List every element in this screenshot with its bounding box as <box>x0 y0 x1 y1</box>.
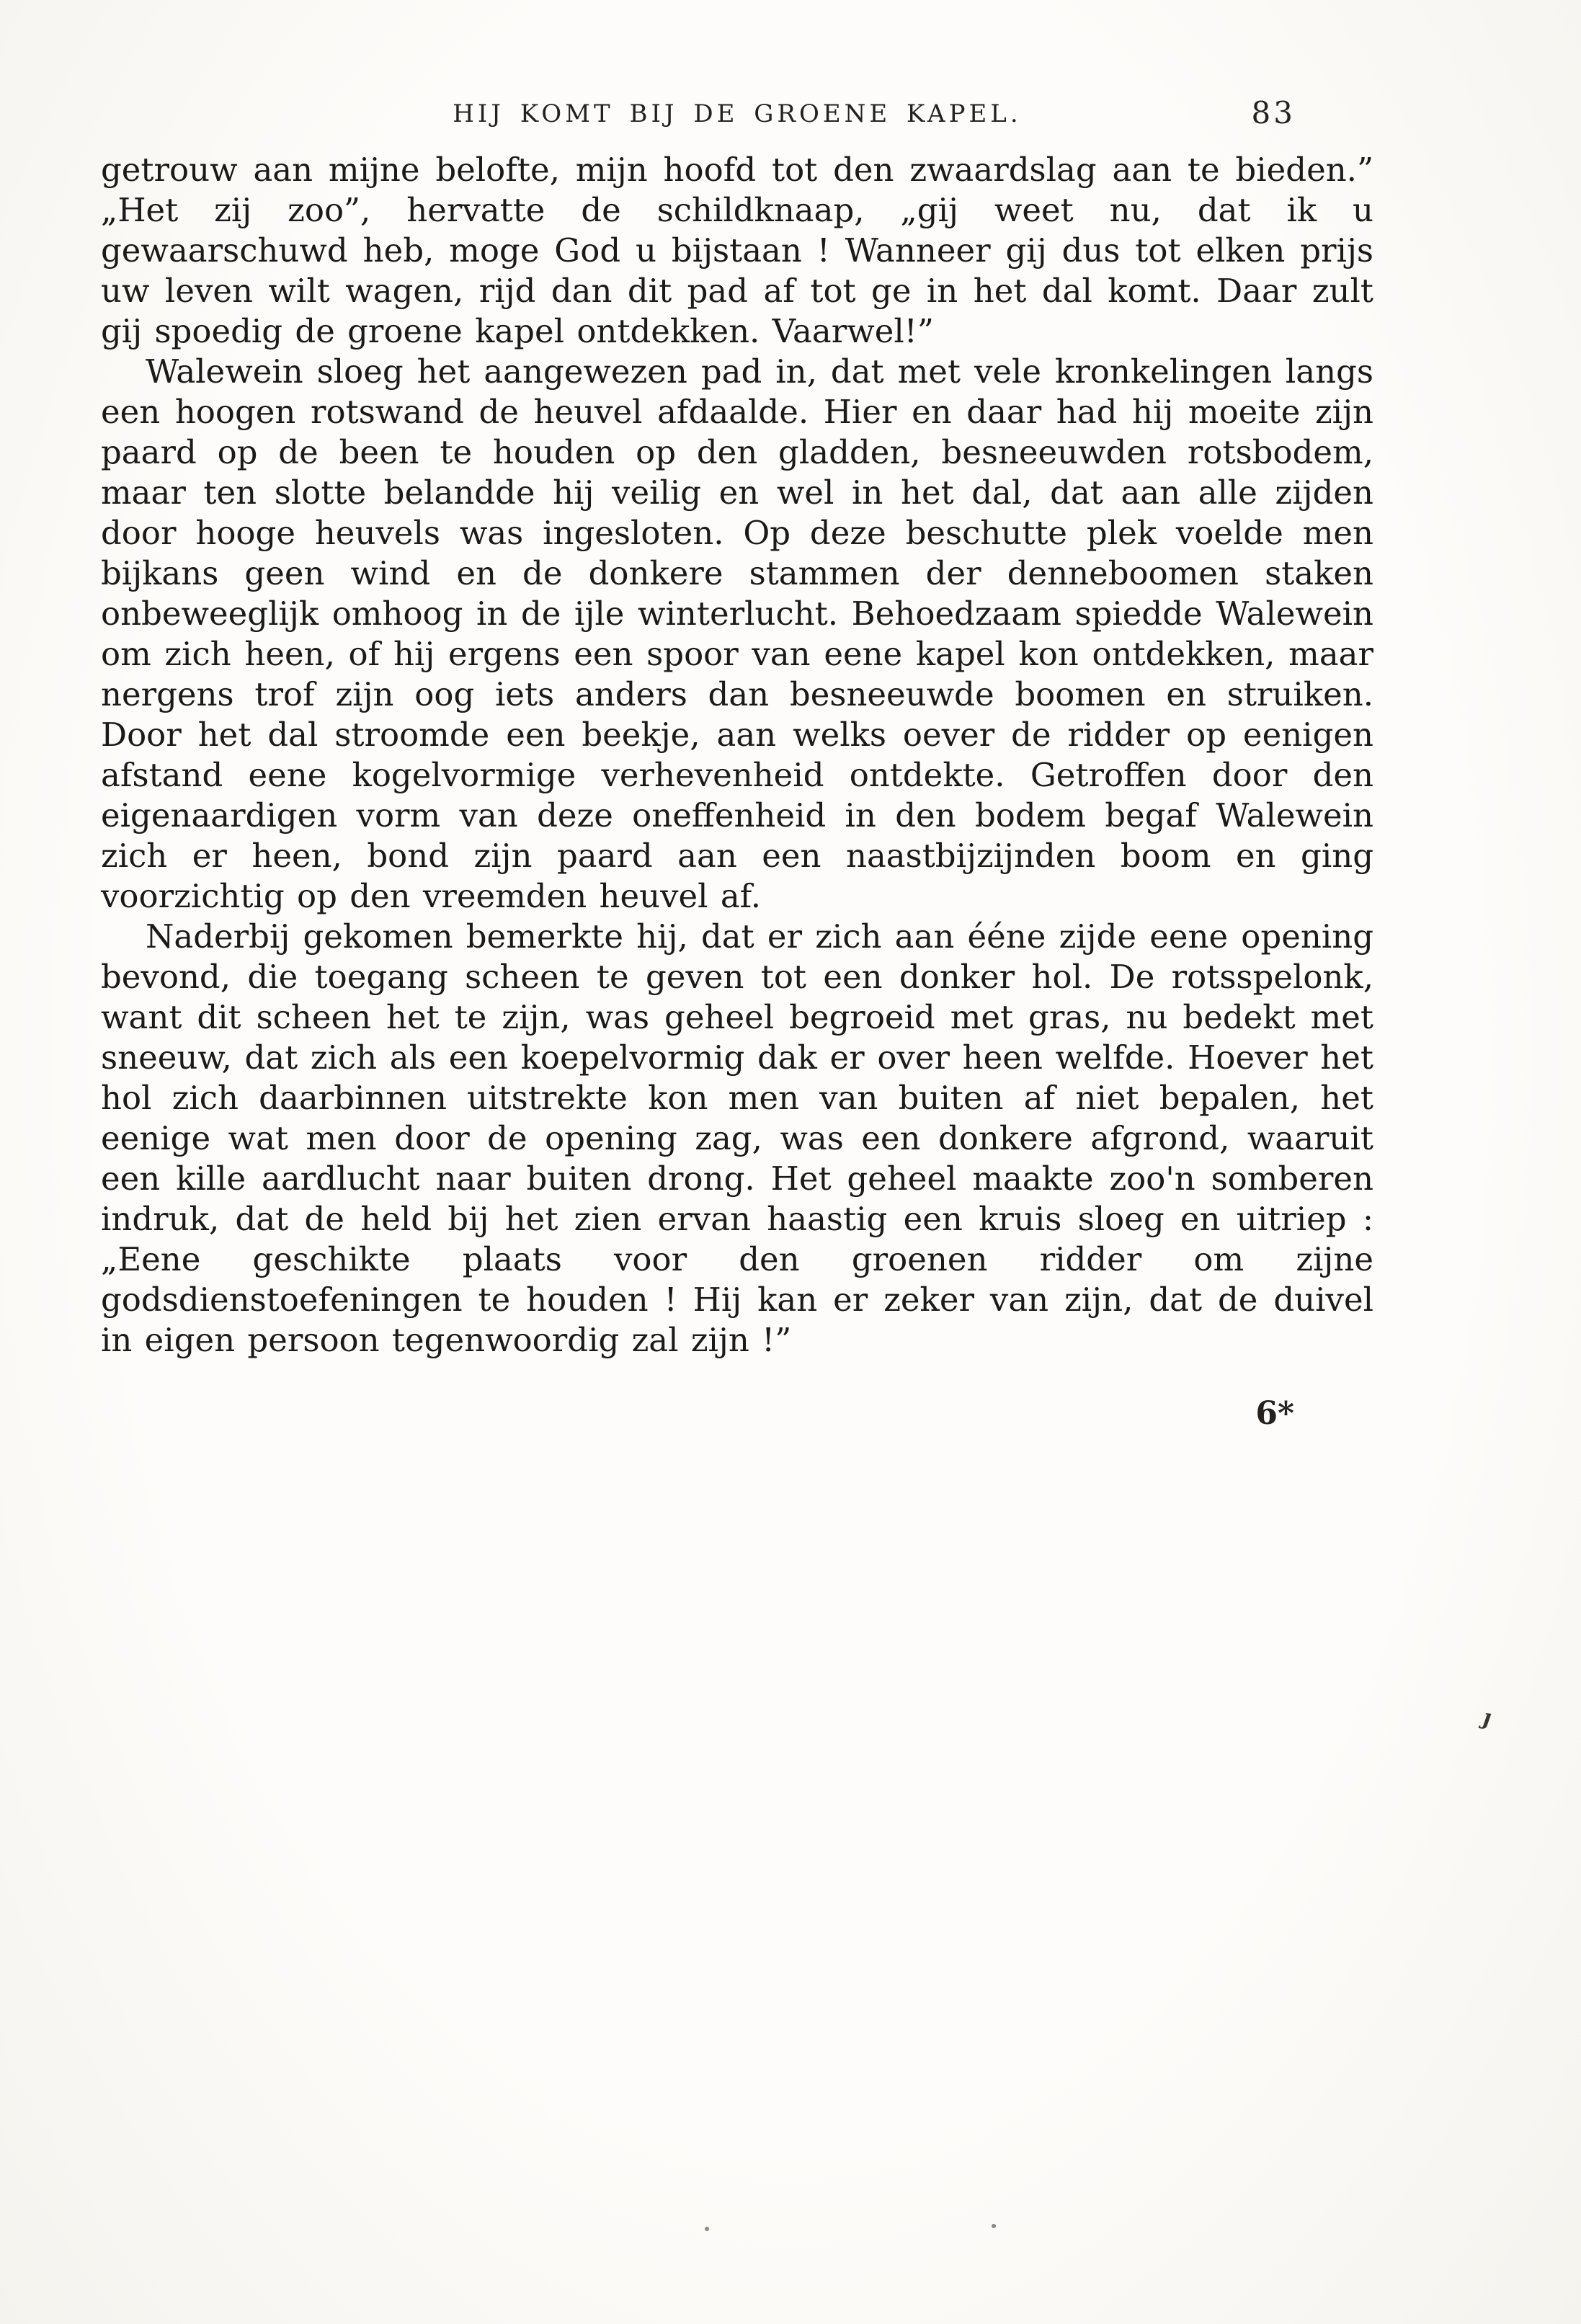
scan-speck <box>992 2224 996 2228</box>
paragraph: Walewein sloeg het aangewezen pad in, dat met vele kronkelingen langs een hoogen rotswand de heuvel afdaalde. Hier en daar had hij moeite zijn paard op de been te houden op den gladden, besneeuwden rotsbodem, maar ten slotte belandde hij veilig en wel in het dal, dat aan alle zijden door hooge heuvels was ingesloten. Op deze beschutte plek voelde men bijkans geen wind en de donkere stammen der denneboomen staken onbeweeglijk omhoog in de ijle winterlucht. Behoedzaam spiedde Walewein om zich heen, of hij ergens een spoor van eene kapel kon ontdekken, maar nergens trof zijn oog iets anders dan besneeuwde boomen en struiken. Door het dal stroomde een beekje, aan welks oever de ridder op eenigen afstand eene kogelvormige verhevenheid ontdekte. Getroffen door den eigenaardigen vorm van deze oneffenheid in den bodem begaf Walewein zich er heen, bond zijn paard aan een naastbijzijnden boom en ging voorzichtig op den vreemden heuvel af. <box>101 352 1373 915</box>
text-block <box>101 95 1373 1438</box>
scan-speck <box>705 2227 709 2231</box>
paragraph: Naderbij gekomen bemerkte hij, dat er zich aan ééne zijde eene opening bevond, die toegang scheen te geven tot een donker hol. De rotsspelonk, want dit scheen het te zijn, was geheel begroeid met gras, nu bedekt met sneeuw, dat zich als een koepelvormig dak er over heen welfde. Hoever het hol zich daarbinnen uitstrekte kon men van buiten af niet bepalen, het eenige wat men door de opening zag, was een donkere afgrond, waaruit een kille aardlucht naar buiten drong. Het geheel maakte zoo'n somberen indruk, dat de held bij het zien ervan haastig een kruis sloeg en uitriep : „Eene geschikte plaats voor den groenen ridder om zijne godsdienstoefeningen te houden ! Hij kan er zeker van zijn, dat de duivel in eigen persoon tegenwoordig zal zijn !” <box>101 917 1373 1359</box>
running-title: HIJ KOMT BIJ DE GROENE KAPEL. <box>453 99 1022 128</box>
paragraph-continued: getrouw aan mijne belofte, mijn hoofd tot den zwaardslag aan te bieden.” „Het zij zoo”, hervatte de schildknaap, „gij weet nu, dat ik u gewaarschuwd heb, moge God u bijstaan ! Wanneer gij dus tot elken prijs uw leven wilt wagen, rijd dan dit pad af tot ge in het dal komt. Daar zult gij spoedig de groene kapel ontdekken. Vaarwel!” <box>101 151 1373 350</box>
ink-mark: ȷ <box>1481 1704 1493 1731</box>
signature-number: 6* <box>1255 1395 1294 1432</box>
running-head <box>101 95 1373 141</box>
colophon <box>101 1395 1373 1438</box>
body-text <box>101 150 1373 1361</box>
page-number: 83 <box>1251 95 1296 130</box>
